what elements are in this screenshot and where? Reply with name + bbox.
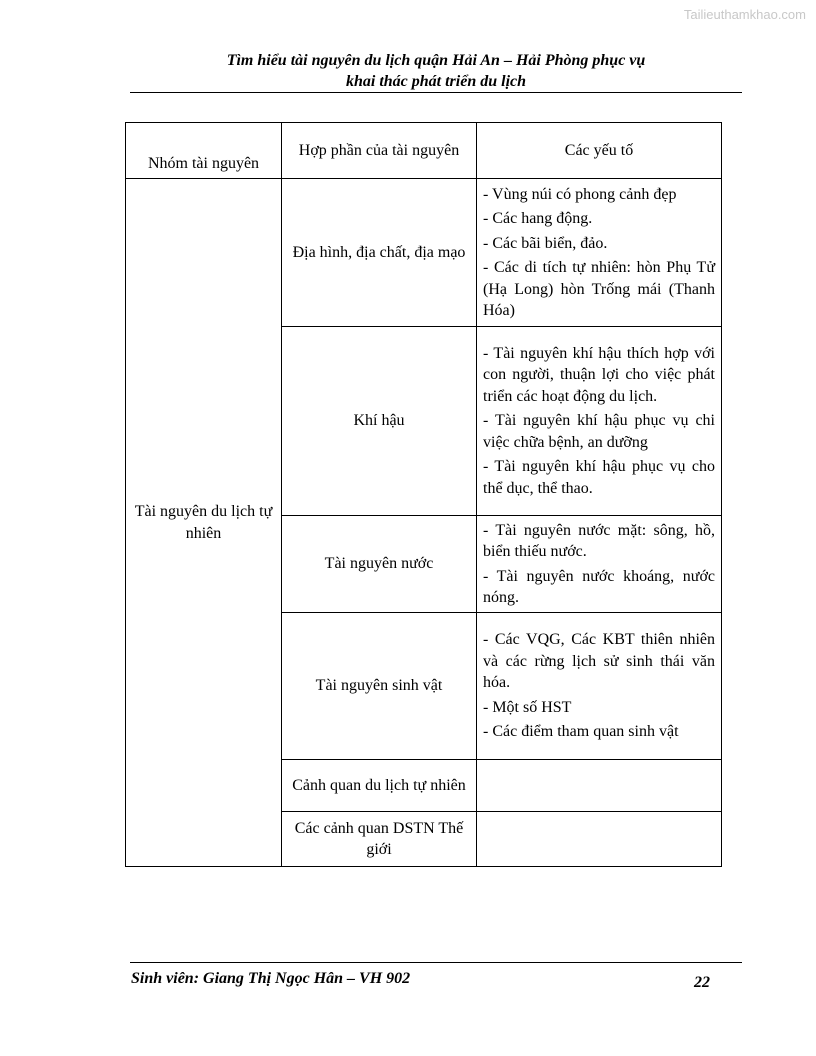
factor-item: - Các hang động. xyxy=(483,210,593,227)
component-cell: Tài nguyên sinh vật xyxy=(282,613,477,760)
table-bottom-rule xyxy=(125,866,721,867)
factors-cell xyxy=(477,179,722,327)
header-component: Hợp phần của tài nguyên xyxy=(282,123,477,179)
watermark: Tailieuthamkhao.com xyxy=(683,7,806,22)
factors-cell xyxy=(477,516,722,613)
factors-cell-empty xyxy=(477,760,722,812)
footer-rule xyxy=(130,962,742,963)
table-header-row xyxy=(126,123,722,179)
factors-cell xyxy=(477,327,722,516)
factor-item: - Tài nguyên khí hậu phục vụ chi việc chữa bệnh, an dưỡng xyxy=(483,412,715,451)
table-row xyxy=(126,179,722,327)
factors-cell xyxy=(477,613,722,760)
factors-cell-empty xyxy=(477,812,722,867)
page-header xyxy=(130,50,742,92)
page-number: 22 xyxy=(694,974,710,991)
component-cell: Cảnh quan du lịch tự nhiên xyxy=(282,760,477,812)
factor-item: - Vùng núi có phong cảnh đẹp xyxy=(483,185,677,203)
header-rule xyxy=(130,92,742,93)
header-factors: Các yếu tố xyxy=(477,123,722,179)
component-cell: Địa hình, địa chất, địa mạo xyxy=(282,179,477,327)
header-group: Nhóm tài nguyên xyxy=(126,123,282,179)
factor-item: - Một số HST xyxy=(483,698,572,716)
factor-item: - Các bãi biển, đảo. xyxy=(483,234,608,252)
factor-item: - Tài nguyên khí hậu thích hợp với con người, thuận lợi cho việc phát triển các hoạt động du lịch. xyxy=(483,344,715,405)
footer-student: Sinh viên: Giang Thị Ngọc Hân – VH 902 xyxy=(131,970,411,987)
factor-item: - Các điểm tham quan sinh vật xyxy=(483,723,679,741)
header-title-line-2: khai thác phát triển du lịch xyxy=(345,73,527,90)
factor-item: - Các VQG, Các KBT thiên nhiên và các rừng lịch sử sinh thái văn hóa. xyxy=(483,631,715,692)
factor-item: - Tài nguyên nước mặt: sông, hồ, biển thiếu nước. xyxy=(483,521,715,560)
component-cell: Khí hậu xyxy=(282,327,477,516)
header-title-line-1: Tìm hiểu tài nguyên du lịch quận Hải An – Hải Phòng phục vụ xyxy=(226,52,646,69)
factor-item: - Các di tích tự nhiên: hòn Phụ Tử (Hạ Long) hòn Trống mái (Thanh Hóa) xyxy=(483,259,715,319)
resource-table xyxy=(125,122,722,867)
factor-item: - Tài nguyên nước khoáng, nước nóng. xyxy=(483,567,715,606)
component-cell: Các cảnh quan DSTN Thế giới xyxy=(282,812,477,867)
group-cell: Tài nguyên du lịch tự nhiên xyxy=(126,179,282,867)
component-cell: Tài nguyên nước xyxy=(282,516,477,613)
factor-item: - Tài nguyên khí hậu phục vụ cho thể dục, thể thao. xyxy=(483,458,715,497)
